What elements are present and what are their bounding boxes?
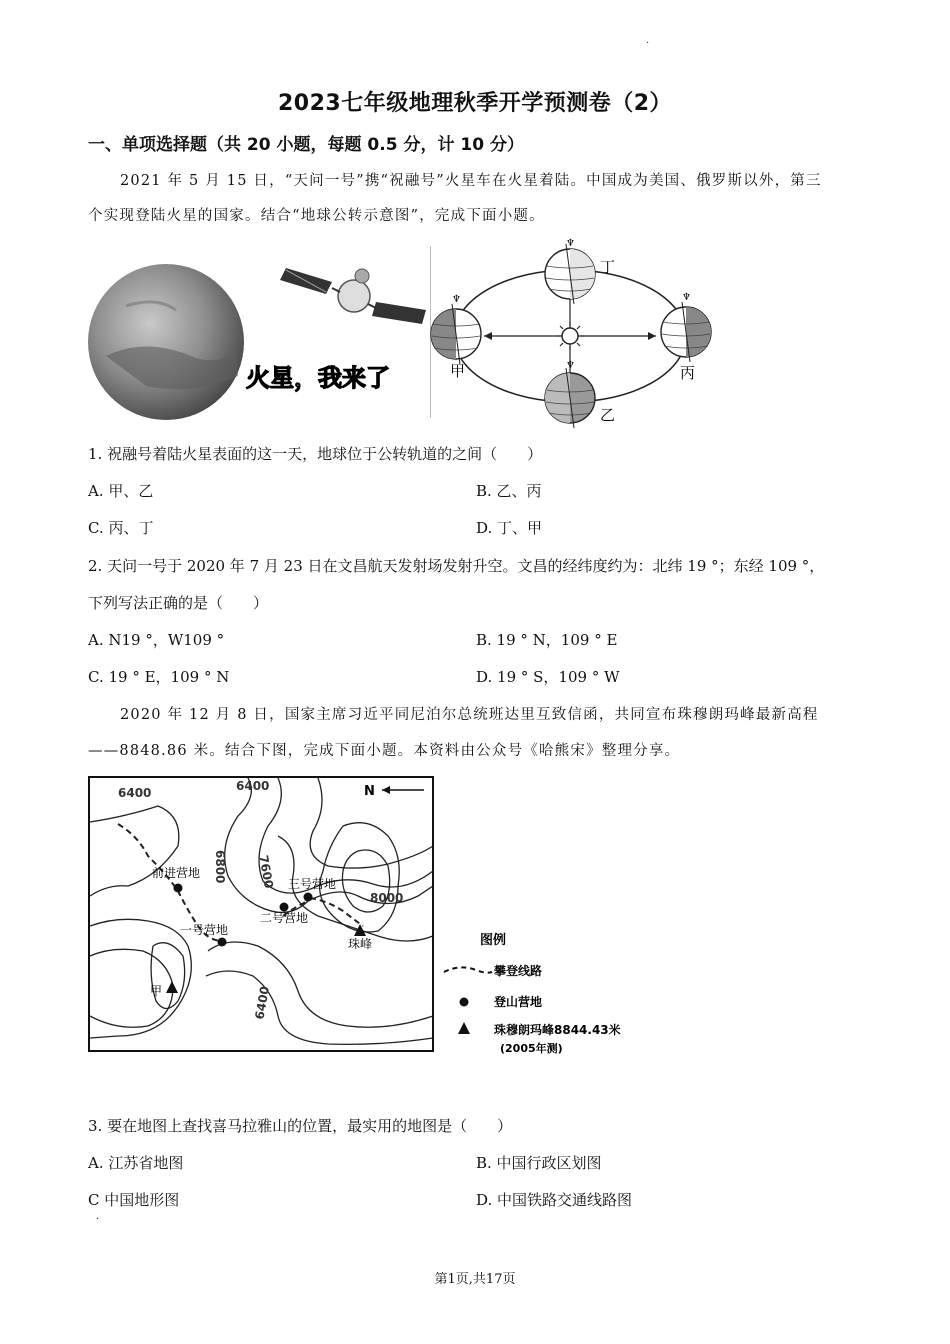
point-jia-label: 甲: [150, 984, 163, 998]
question-1: [88, 444, 542, 464]
legend-peak-label: 珠穆朗玛峰8844.43米: [494, 1023, 621, 1037]
camp-marker: [218, 938, 227, 947]
camp-marker: [304, 893, 313, 902]
legend-route-label: 攀登线路: [494, 964, 543, 978]
svg-text:♆: ♆: [452, 294, 461, 305]
contour-label: 6400: [252, 985, 273, 1021]
contour-label: 6400: [118, 786, 152, 800]
q2-option-c[interactable]: C. 19 ° E，109 ° N: [88, 668, 230, 686]
contour-label: 6400: [236, 779, 270, 793]
q2-option-d[interactable]: D. 19 ° S，109 ° W: [476, 668, 620, 686]
svg-text:♆: ♆: [682, 292, 691, 303]
q1-option-a[interactable]: A. 甲、乙: [88, 482, 154, 500]
q2-option-b[interactable]: B. 19 ° N，109 ° E: [476, 631, 618, 649]
camp-label: 二号营地: [260, 911, 309, 925]
spacecraft-icon: [280, 268, 426, 324]
passage1-line1: 2021 年 5 月 15 日，“天问一号”携“祝融号”火星车在火星着陆。中国成为美国、俄罗斯以外，第三: [120, 173, 822, 189]
q3-option-d[interactable]: D. 中国铁路交通线路图: [476, 1191, 633, 1209]
section-heading: 一、单项选择题（共 20 小题，每题 0.5 分，计 10 分）: [88, 135, 524, 155]
page-footer: 第1页,共17页: [434, 1272, 516, 1287]
everest-contour-map: [88, 776, 621, 1056]
legend-peak-icon: [458, 1022, 470, 1034]
earth-jia-icon: [431, 294, 481, 364]
question-stem: 天问一号于 2020 年 7 月 23 日在文昌航天发射场发射升空。文昌的经纬度约为：北纬 19 °；东经 109 °，: [107, 557, 825, 575]
orbit-label-bing: 丙: [680, 364, 696, 382]
legend-peak-year: (2005年测): [500, 1042, 563, 1055]
svg-text:♆: ♆: [566, 360, 575, 371]
camp-label: 三号营地: [288, 877, 337, 891]
question-stem: 要在地图上查找喜马拉雅山的位置，最实用的地图是（ ）: [107, 1117, 513, 1135]
passage2-line1: 2020 年 12 月 8 日，国家主席习近平同尼泊尔总统班达里互致信函，共同宣布珠穆朗玛峰最新高程: [120, 707, 819, 723]
legend-camp-label: 登山营地: [494, 995, 543, 1009]
q2-option-a[interactable]: A. N19 °，W109 °: [88, 631, 225, 649]
north-label: N: [364, 784, 375, 799]
contour-label: 8000: [370, 891, 404, 905]
orbit-label-jia: 甲: [450, 362, 466, 380]
svg-text:♆: ♆: [566, 238, 575, 249]
q3-option-c[interactable]: C 中国地形图: [88, 1191, 180, 1209]
question-3: [88, 1116, 512, 1136]
legend-title: 图例: [480, 933, 507, 948]
passage2-line2: ——8848.86 米。结合下图，完成下面小题。本资料由公众号《哈熊宋》整理分享。: [88, 743, 681, 759]
question-number: 3.: [88, 1117, 103, 1135]
mars-banner-text: 火星，我来了: [246, 364, 390, 392]
orbit-label-ding: 丁: [600, 258, 616, 276]
q3-option-a[interactable]: A. 江苏省地图: [88, 1154, 184, 1172]
q1-option-b[interactable]: B. 乙、丙: [476, 482, 542, 500]
question-2: [88, 556, 824, 576]
question-stem: 祝融号着陆火星表面的这一天，地球位于公转轨道的之间（ ）: [107, 445, 543, 463]
mars-planet: [88, 264, 244, 420]
decorative-dot: ·: [646, 38, 650, 49]
passage1-line2: 个实现登陆火星的国家。结合“地球公转示意图”，完成下面小题。: [88, 208, 545, 224]
q1-option-d[interactable]: D. 丁、甲: [476, 519, 543, 537]
orbit-diagram: [428, 238, 728, 430]
legend-camp-icon: [460, 998, 469, 1007]
page-title: 2023七年级地理秋季开学预测卷（2）: [277, 91, 673, 116]
question-number: 1.: [88, 445, 103, 463]
earth-ding-icon: [545, 238, 595, 304]
mars-figure: [86, 246, 431, 418]
earth-bing-icon: [661, 292, 711, 362]
question-2-line2: 下列写法正确的是（ ）: [88, 594, 269, 612]
camp-marker: [174, 884, 183, 893]
peak-label: 珠峰: [348, 937, 373, 951]
earth-yi-icon: [545, 360, 595, 428]
contour-label: 6800: [213, 850, 227, 884]
q3-option-b[interactable]: B. 中国行政区划图: [476, 1154, 602, 1172]
question-number: 2.: [88, 557, 103, 575]
camp-label: 一号营地: [180, 923, 229, 937]
q1-option-c[interactable]: C. 丙、丁: [88, 519, 154, 537]
orbit-label-yi: 乙: [600, 406, 616, 424]
contour-label: 7600: [256, 854, 276, 890]
camp-label: 前进营地: [152, 866, 201, 880]
decorative-dot: ·: [96, 1214, 100, 1225]
legend-route-icon: [444, 967, 492, 972]
